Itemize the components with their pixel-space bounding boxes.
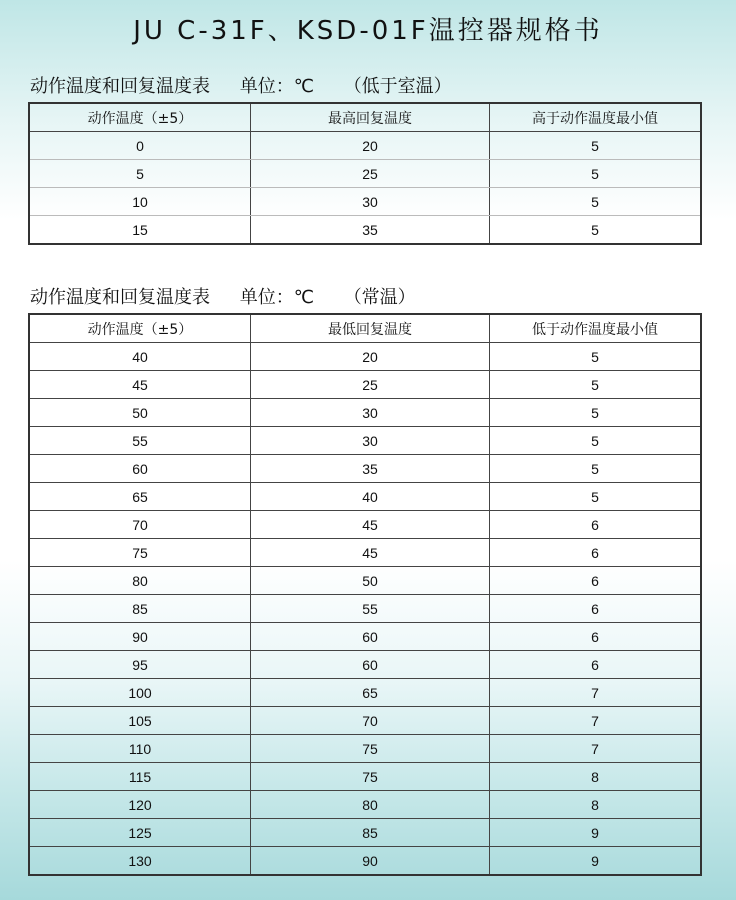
table-header-row [29, 103, 701, 132]
table-row [29, 539, 701, 567]
table-row [29, 651, 701, 679]
table2-caption [30, 283, 440, 309]
table-cell: 85 [29, 595, 251, 623]
column-header: 动作温度（±5） [29, 103, 251, 132]
table-cell: 6 [490, 595, 702, 623]
table-cell: 50 [29, 399, 251, 427]
table-cell: 30 [251, 427, 490, 455]
table-cell: 60 [251, 651, 490, 679]
table-cell: 115 [29, 763, 251, 791]
table-row [29, 160, 701, 188]
table-row [29, 511, 701, 539]
table-cell: 6 [490, 511, 702, 539]
table-cell: 110 [29, 735, 251, 763]
table-cell: 45 [251, 539, 490, 567]
table-cell: 6 [490, 539, 702, 567]
table-cell: 20 [251, 343, 490, 371]
table-cell: 5 [490, 343, 702, 371]
table-cell: 15 [29, 216, 251, 245]
table-cell: 45 [251, 511, 490, 539]
table1-caption [30, 72, 476, 98]
table-row [29, 483, 701, 511]
table-cell: 5 [490, 371, 702, 399]
table-row [29, 399, 701, 427]
table2 [28, 313, 702, 876]
table-cell: 55 [29, 427, 251, 455]
table-cell: 75 [251, 735, 490, 763]
table-header-row [29, 314, 701, 343]
table-row [29, 735, 701, 763]
table-cell: 5 [490, 483, 702, 511]
table-cell: 60 [251, 623, 490, 651]
table-row [29, 623, 701, 651]
table1-caption-text: 动作温度和回复温度表 [30, 76, 210, 97]
table-row [29, 567, 701, 595]
table-cell: 65 [251, 679, 490, 707]
table-row [29, 847, 701, 876]
table-cell: 75 [29, 539, 251, 567]
table-cell: 7 [490, 707, 702, 735]
table-cell: 5 [490, 160, 702, 188]
table-cell: 9 [490, 819, 702, 847]
table-cell: 35 [251, 216, 490, 245]
table-cell: 85 [251, 819, 490, 847]
table-cell: 40 [251, 483, 490, 511]
table-cell: 100 [29, 679, 251, 707]
table-cell: 5 [490, 216, 702, 245]
table-cell: 80 [29, 567, 251, 595]
table-cell: 10 [29, 188, 251, 216]
table-cell: 8 [490, 791, 702, 819]
table-cell: 65 [29, 483, 251, 511]
table-cell: 60 [29, 455, 251, 483]
table-cell: 35 [251, 455, 490, 483]
page-title: JU C-31F、KSD-01F温控器规格书 [133, 16, 603, 46]
table-cell: 6 [490, 567, 702, 595]
table-cell: 5 [490, 399, 702, 427]
table-cell: 90 [29, 623, 251, 651]
table-row [29, 427, 701, 455]
table2-caption-text: 动作温度和回复温度表 [30, 287, 210, 308]
table-cell: 40 [29, 343, 251, 371]
table-cell: 105 [29, 707, 251, 735]
table-cell: 25 [251, 160, 490, 188]
table-row [29, 595, 701, 623]
table-cell: 90 [251, 847, 490, 876]
table-cell: 8 [490, 763, 702, 791]
table-cell: 0 [29, 132, 251, 160]
table-cell: 95 [29, 651, 251, 679]
table-cell: 5 [490, 455, 702, 483]
table-cell: 30 [251, 399, 490, 427]
table-cell: 70 [29, 511, 251, 539]
table-row [29, 343, 701, 371]
table1-note: （低于室温） [343, 76, 452, 97]
table-cell: 30 [251, 188, 490, 216]
column-header: 最低回复温度 [251, 314, 490, 343]
table-cell: 7 [490, 679, 702, 707]
table-row [29, 371, 701, 399]
table-cell: 6 [490, 623, 702, 651]
column-header: 动作温度（±5） [29, 314, 251, 343]
table1-unit: 单位：℃ [239, 76, 314, 97]
table2-note: （常温） [343, 287, 416, 308]
table-row [29, 679, 701, 707]
table2-unit: 单位：℃ [239, 287, 314, 308]
column-header: 最高回复温度 [251, 103, 490, 132]
table-cell: 130 [29, 847, 251, 876]
table-cell: 5 [29, 160, 251, 188]
table-cell: 125 [29, 819, 251, 847]
table-row [29, 132, 701, 160]
table-row [29, 819, 701, 847]
table-row [29, 188, 701, 216]
table-cell: 80 [251, 791, 490, 819]
table1 [28, 102, 702, 245]
table-cell: 20 [251, 132, 490, 160]
column-header: 低于动作温度最小值 [490, 314, 702, 343]
table-cell: 6 [490, 651, 702, 679]
table-cell: 75 [251, 763, 490, 791]
table-cell: 70 [251, 707, 490, 735]
table-cell: 45 [29, 371, 251, 399]
table-cell: 5 [490, 427, 702, 455]
column-header: 高于动作温度最小值 [490, 103, 702, 132]
table-cell: 50 [251, 567, 490, 595]
table-row [29, 455, 701, 483]
table-cell: 120 [29, 791, 251, 819]
table-row [29, 763, 701, 791]
table-cell: 5 [490, 132, 702, 160]
table-cell: 25 [251, 371, 490, 399]
table-cell: 5 [490, 188, 702, 216]
table-cell: 7 [490, 735, 702, 763]
table-row [29, 707, 701, 735]
table-row [29, 216, 701, 245]
table-cell: 55 [251, 595, 490, 623]
table-cell: 9 [490, 847, 702, 876]
table-row [29, 791, 701, 819]
